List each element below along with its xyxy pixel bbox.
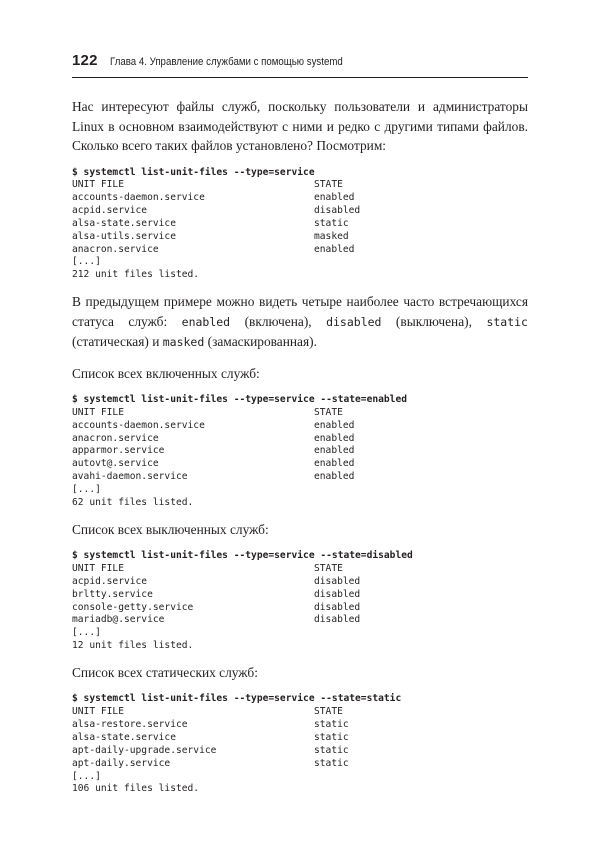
code-row: [72, 445, 528, 458]
column-state: STATE: [314, 179, 343, 191]
code-ellipsis: [...]: [72, 770, 101, 782]
code-command: $ systemctl list-unit-files --type=service --state=static: [72, 693, 402, 705]
code-row: [72, 244, 528, 257]
code-row: [72, 732, 528, 745]
unit-state: static: [314, 719, 349, 731]
inline-code-enabled: enabled: [181, 314, 231, 329]
unit-state: disabled: [314, 575, 361, 587]
unit-state: enabled: [314, 192, 355, 204]
code-row: [72, 576, 528, 589]
text-fragment: (включена),: [230, 313, 327, 329]
code-command: $ systemctl list-unit-files --type=service --state=disabled: [72, 550, 413, 562]
intro-paragraph: Нас интересуют файлы служб, поскольку пользователи и администраторы Linux в основном взаимодействуют с ними и редко с другими типами файлов. Сколько всего таких файлов установлено? Посмотрим:: [72, 99, 528, 153]
inline-code-disabled: disabled: [326, 314, 382, 329]
code-ellipsis: [...]: [72, 484, 101, 495]
code-header: [72, 706, 528, 719]
unit-state: disabled: [314, 614, 361, 626]
column-unit-file: UNIT FILE: [72, 706, 124, 718]
code-row: [72, 192, 528, 205]
unit-name: apt-daily.service: [72, 757, 171, 769]
code-command: $ systemctl list-unit-files --type=service --state=enabled: [72, 394, 408, 406]
code-listing-all: [72, 167, 528, 283]
code-row: [72, 205, 528, 218]
code-row: [72, 589, 528, 602]
code-footer: 212 unit files listed.: [72, 269, 200, 281]
unit-state: static: [314, 731, 349, 743]
unit-name: avahi-daemon.service: [72, 471, 188, 483]
chapter-title: Глава 4. Управление службами с помощью systemd: [109, 56, 343, 68]
code-footer: 106 unit files listed.: [72, 783, 200, 795]
unit-name: alsa-restore.service: [72, 719, 188, 731]
unit-name: autovt@.service: [72, 458, 159, 470]
code-row: [72, 758, 528, 771]
unit-state: enabled: [314, 458, 355, 470]
unit-state: enabled: [314, 243, 355, 255]
code-row: [72, 719, 528, 732]
column-unit-file: UNIT FILE: [72, 179, 124, 191]
unit-name: anacron.service: [72, 243, 159, 255]
text-fragment: В предыдущем примере можно видеть четыре наиболее часто встречающихся статуса служб:: [72, 294, 528, 329]
disabled-intro: Список всех выключенных служб:: [72, 521, 269, 537]
inline-code-static: static: [486, 314, 528, 329]
column-state: STATE: [314, 406, 343, 418]
unit-name: alsa-state.service: [72, 731, 176, 743]
unit-state: enabled: [314, 471, 355, 483]
code-header: [72, 407, 528, 420]
text-fragment: (замаскированная).: [204, 334, 317, 350]
code-footer: 62 unit files listed.: [72, 496, 194, 508]
code-row: [72, 433, 528, 446]
unit-name: acpid.service: [72, 205, 148, 217]
column-state: STATE: [314, 706, 343, 718]
code-listing-enabled: [72, 394, 528, 510]
code-header: [72, 179, 528, 192]
unit-state: disabled: [314, 588, 361, 600]
unit-name: anacron.service: [72, 432, 159, 444]
unit-name: accounts-daemon.service: [72, 192, 205, 204]
unit-state: static: [314, 757, 349, 769]
unit-state: enabled: [314, 419, 355, 431]
enabled-intro: Список всех включенных служб:: [72, 365, 260, 381]
code-row: [72, 614, 528, 627]
unit-state: enabled: [314, 432, 355, 444]
text-fragment: (статическая) и: [72, 334, 163, 350]
code-command: $ systemctl list-unit-files --type=service: [72, 166, 315, 178]
static-intro: Список всех статических служб:: [72, 664, 258, 680]
code-ellipsis: [...]: [72, 627, 101, 639]
unit-name: brltty.service: [72, 588, 153, 600]
unit-name: alsa-state.service: [72, 217, 176, 229]
code-row: [72, 458, 528, 471]
unit-state: disabled: [314, 205, 361, 217]
code-row: [72, 745, 528, 758]
column-unit-file: UNIT FILE: [72, 563, 124, 575]
unit-state: masked: [314, 230, 349, 242]
page-number: 122: [72, 52, 98, 69]
code-ellipsis: [...]: [72, 256, 101, 268]
unit-name: alsa-utils.service: [72, 230, 176, 242]
unit-name: apparmor.service: [72, 445, 165, 457]
text-fragment: (выключена),: [381, 313, 487, 329]
unit-name: acpid.service: [72, 575, 148, 587]
code-row: [72, 218, 528, 231]
code-row: [72, 420, 528, 433]
code-listing-static: [72, 693, 528, 796]
header-rule: [72, 77, 528, 78]
unit-state: disabled: [314, 601, 361, 613]
inline-code-masked: masked: [162, 335, 205, 350]
unit-state: static: [314, 744, 349, 756]
unit-state: static: [314, 217, 349, 229]
column-unit-file: UNIT FILE: [72, 406, 124, 418]
code-row: [72, 602, 528, 615]
states-paragraph: [72, 292, 528, 353]
running-header: [72, 52, 528, 69]
code-header: [72, 563, 528, 576]
code-row: [72, 471, 528, 484]
unit-name: console-getty.service: [72, 601, 194, 613]
page-body: [72, 97, 528, 806]
unit-name: apt-daily-upgrade.service: [72, 744, 217, 756]
code-listing-disabled: [72, 550, 528, 653]
column-state: STATE: [314, 563, 343, 575]
unit-name: accounts-daemon.service: [72, 419, 205, 431]
code-footer: 12 unit files listed.: [72, 640, 194, 652]
unit-name: mariadb@.service: [72, 614, 165, 626]
unit-state: enabled: [314, 445, 355, 457]
code-row: [72, 231, 528, 244]
